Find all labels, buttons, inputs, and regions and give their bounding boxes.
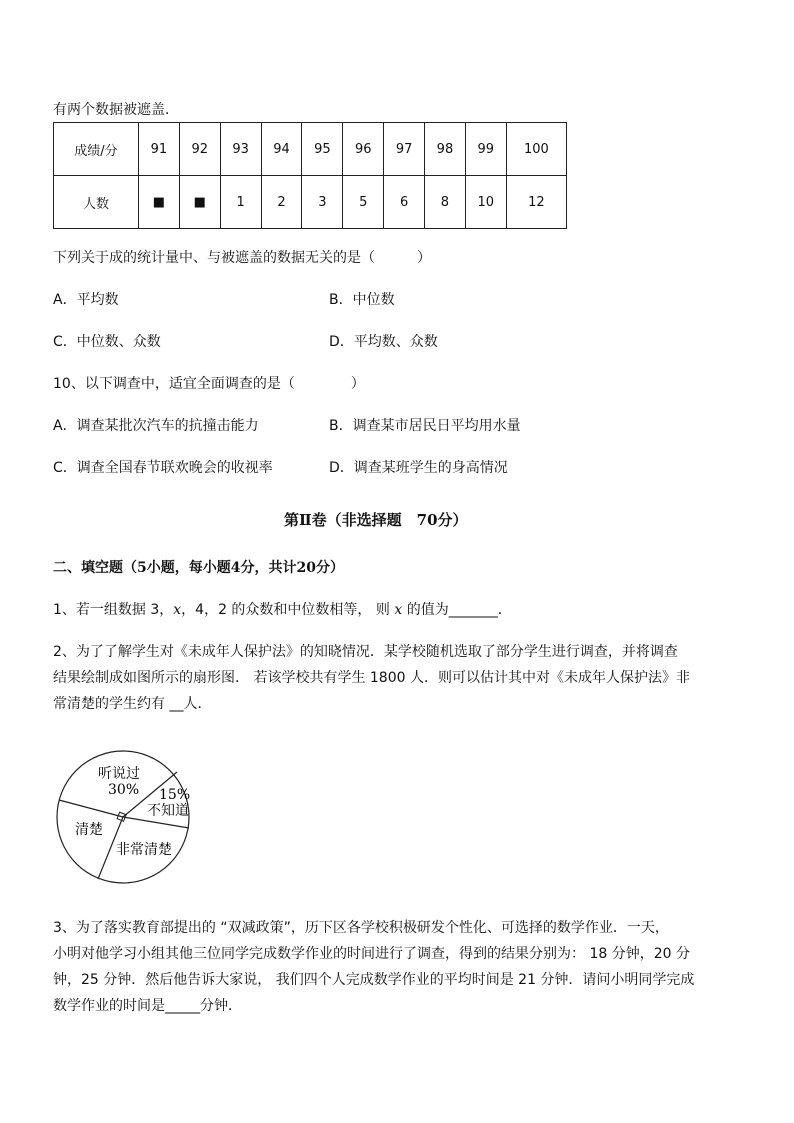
fill2-line3: 常清楚的学生约有 __人． bbox=[53, 696, 212, 712]
intro-line: 有两个数据被遮盖． bbox=[53, 102, 179, 118]
score-header-label: 成绩/分 bbox=[54, 123, 139, 176]
pie-label-unknown: 不知道 bbox=[147, 803, 189, 819]
fill1-prefix: 1、若一组数据 3， bbox=[53, 602, 174, 618]
score-header-row bbox=[54, 123, 567, 176]
fill1-middle: ，4，2 的众数和中位数相等， 则 bbox=[181, 602, 395, 618]
fill3-line1: 3、为了落实教育部提出的 “双减政策”，历下区各学校积极研发个性化、可选择的数学作业．一天， bbox=[53, 920, 669, 936]
score-cell: 94 bbox=[261, 123, 302, 176]
pie-label-unknown-pct: 15% bbox=[159, 787, 191, 803]
count-cell: 8 bbox=[425, 176, 466, 229]
count-row bbox=[54, 176, 567, 229]
fill3-line3: 钟，25 分钟．然后他告诉大家说， 我们四个人完成数学作业的平均时间是 21 分钟．请问小明同学完成 bbox=[53, 972, 695, 988]
section2-title: 二、填空题（5小题，每小题4分，共计20分） bbox=[53, 560, 344, 576]
q9-option-a: A．平均数 bbox=[53, 292, 119, 308]
count-cell: 6 bbox=[384, 176, 425, 229]
fill3-line4: 数学作业的时间是_____分钟． bbox=[53, 998, 242, 1014]
score-cell: 95 bbox=[302, 123, 343, 176]
score-cell: 93 bbox=[220, 123, 261, 176]
score-cell: 98 bbox=[425, 123, 466, 176]
fill1-var-x: x bbox=[173, 602, 182, 618]
fill2-line1: 2、为了了解学生对《未成年人保护法》的知晓情况．某学校随机选取了部分学生进行调查，并将调查 bbox=[53, 644, 678, 660]
score-cell: 96 bbox=[343, 123, 384, 176]
q10-option-d: D．调查某班学生的身高情况 bbox=[329, 460, 508, 476]
q9-question: 下列关于成的统计量中、与被遮盖的数据无关的是（ ） bbox=[53, 250, 431, 266]
pie-divider-heard-clear bbox=[59, 800, 123, 817]
count-cell-masked: ■ bbox=[139, 176, 180, 229]
count-cell-masked: ■ bbox=[179, 176, 220, 229]
fill1-question bbox=[53, 601, 512, 619]
fill1-var-x2: x bbox=[394, 602, 403, 618]
pie-label-heard: 听说过 bbox=[98, 766, 140, 782]
count-cell: 3 bbox=[302, 176, 343, 229]
score-cell: 99 bbox=[465, 123, 506, 176]
q10-option-b: B．调查某市居民日平均用水量 bbox=[329, 418, 521, 434]
q9-option-d: D．平均数、众数 bbox=[329, 334, 438, 350]
count-cell: 5 bbox=[343, 176, 384, 229]
count-cell: 10 bbox=[465, 176, 506, 229]
pie-label-very-clear: 非常清楚 bbox=[116, 842, 172, 858]
count-label: 人数 bbox=[54, 176, 139, 229]
pie-label-clear: 清楚 bbox=[75, 822, 103, 838]
q10-question: 10、以下调查中，适宜全面调查的是（ ） bbox=[53, 376, 365, 392]
count-cell: 1 bbox=[220, 176, 261, 229]
score-cell: 97 bbox=[384, 123, 425, 176]
fill2-line2: 结果绘制成如图所示的扇形图． 若该学校共有学生 1800 人．则可以估计其中对《未成年人保护法》非 bbox=[53, 670, 690, 686]
q10-option-c: C．调查全国春节联欢晚会的收视率 bbox=[53, 460, 273, 476]
part2-title: 第Ⅱ卷（非选择题 70分） bbox=[284, 511, 468, 529]
fill1-suffix: 的值为_______． bbox=[402, 602, 512, 618]
score-cell: 100 bbox=[506, 123, 566, 176]
count-cell: 12 bbox=[506, 176, 566, 229]
score-cell: 91 bbox=[139, 123, 180, 176]
score-cell: 92 bbox=[179, 123, 220, 176]
q10-option-a: A．调查某批次汽车的抗撞击能力 bbox=[53, 418, 259, 434]
q9-option-b: B．中位数 bbox=[329, 292, 395, 308]
count-cell: 2 bbox=[261, 176, 302, 229]
q9-option-c: C．中位数、众数 bbox=[53, 334, 161, 350]
score-table bbox=[53, 122, 567, 229]
pie-chart bbox=[50, 748, 200, 888]
pie-label-heard-pct: 30% bbox=[108, 782, 140, 798]
fill3-line2: 小明对他学习小组其他三位同学完成数学作业的时间进行了调查，得到的结果分别为： 18 分钟，20 分 bbox=[53, 946, 690, 962]
